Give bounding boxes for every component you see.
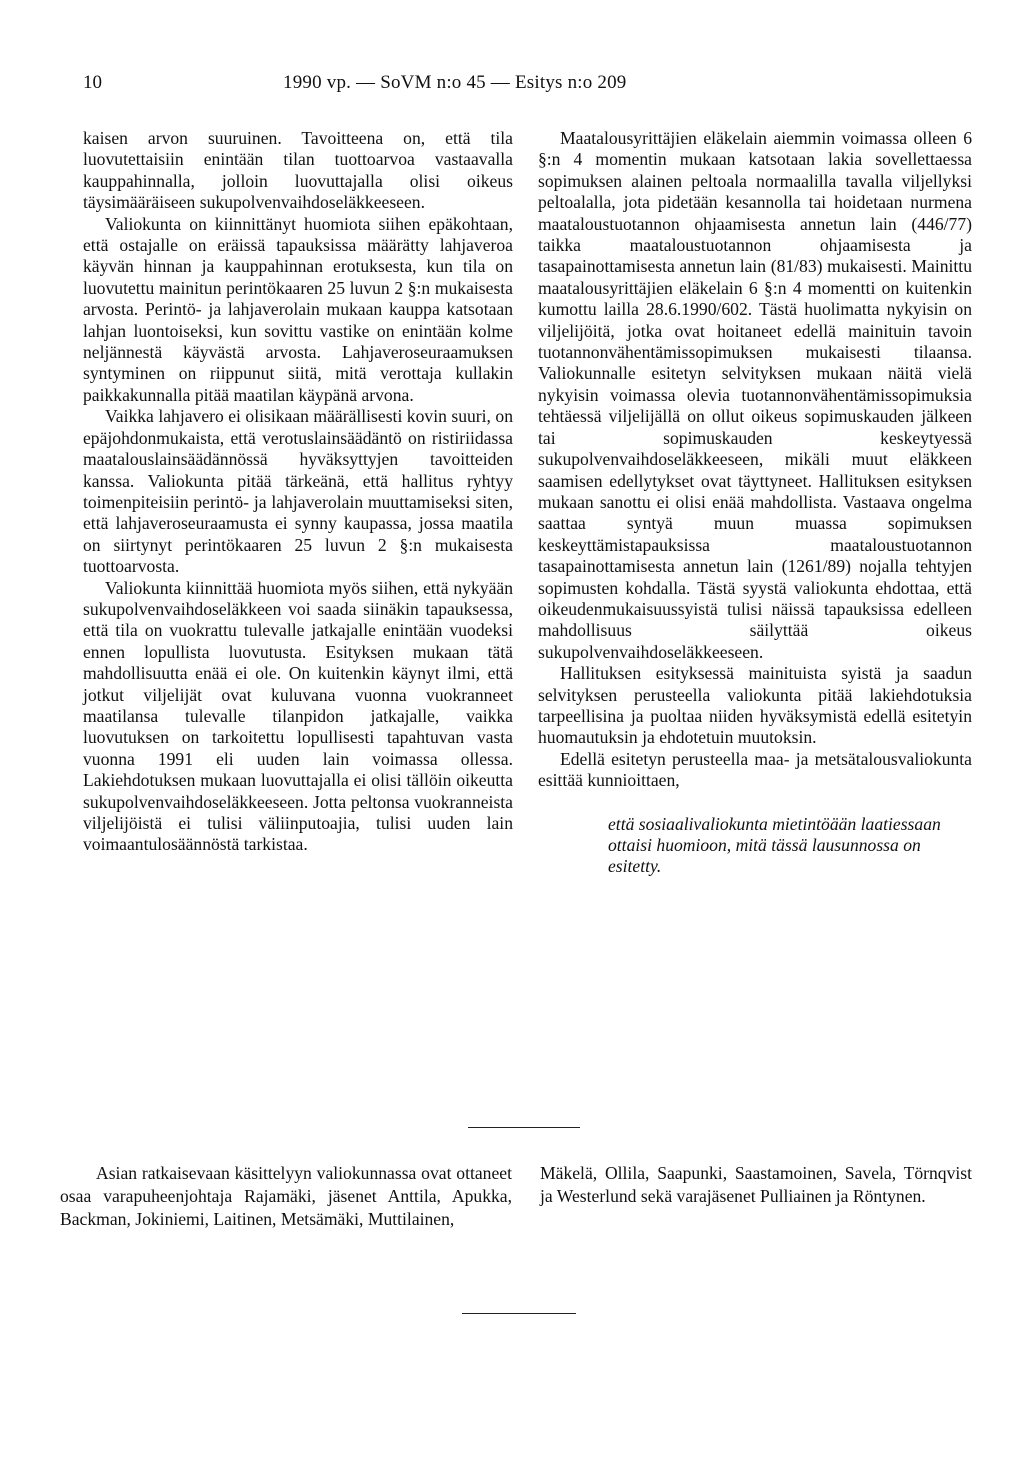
paragraph: Valiokunta kiinnittää huomiota myös siihen, että nykyään sukupolvenvaihdoseläkkeen voi saada siinäkin tapauksessa, että tila on vuokrattu tulevalle jatkajalle enintään vuodeksi ennen lopullista luovutusta. Esityksen mukaan tätä mahdollisuutta enää ei ole. On kuitenkin käynyt ilmi, että jotkut viljelijät ovat kuluvana vuonna vuokranneet maatilansa tulevalle tilanpidon jatkajalle, vaikka luovutuksen on tarkoitettu lopullisesti tapahtuvan vasta vuonna 1991 eli uuden lain voimassa ollessa. Lakiehdotuksen mukaan luovuttajalla ei olisi tällöin oikeutta sukupolvenvaihdoseläkkeeseen. Jotta peltonsa vuokranneista viljelijöistä ei tulisi väliinputoajia, tulisi uuden lain voimaantulosäännöstä tarkistaa.: [83, 577, 513, 855]
separator-rule: [468, 1127, 580, 1128]
paragraph: Hallituksen esityksessä mainituista syistä ja saadun selvityksen perusteella valiokunta pitää lakiehdotuksia tarpeellisina ja puoltaa niiden hyväksymistä edellä esitetyin huomautuksin ja ehdotetuin muutoksin.: [538, 663, 972, 748]
paragraph: Maatalousyrittäjien eläkelain aiemmin voimassa olleen 6 §:n 4 momentin mukaan katsotaan lakia sovellettaessa sopimuksen alainen peltoala normaalilla tavalla viljellyksi peltoalalla, jota pidetään kesannolla tai hoidetaan nurmena maataloustuotannon ohjaamisesta annetun lain (446/77) taikka maataloustuotannon ohjaamisesta ja tasapainottamisesta annetun lain (81/83) mukaisesti. Mainittu maatalousyrittäjien eläkelain 6 §:n 4 momentti on kuitenkin kumottu lailla 28.6.1990/602. Tästä huolimatta nykyisin on viljelijöitä, jotka ovat hoitaneet edellä mainituin tavoin tuotannonvähentämissopimuksen mukaisesti tilaansa. Valiokunnalle esitetyn selvityksen mukaan näitä vielä nykyisin voimassa olevia tuotannonvähentämissopimuksia tehtäessä viljelijällä on ollut oikeus sopimuskauden jälkeen tai sopimuskauden keskeytyessä sukupolvenvaihdoseläkkeeseen, mikäli muut eläkkeen saamisen edellytykset ovat täyttyneet. Hallituksen esityksen mukaan sanottu ei olisi enää mahdollista. Vastaava ongelma saattaa syntyä muun muassa sopimuksen keskeyttämistapauksissa maataloustuotannon tasapainottamisesta annetun lain (1261/89) nojalla tehtyjen sopimusten kohdalla. Tästä syystä valiokunta ehdottaa, että oikeudenmukaisuussyistä tulisi näissä tapauksissa edelleen mahdollisuus säilyttää oikeus sukupolvenvaihdoseläkkeeseen.: [538, 128, 972, 662]
members-text: Asian ratkaisevaan käsittelyyn valiokunnassa ovat ottaneet osaa varapuheenjohtaja Rajamäki, jäsenet Anttila, Apukka, Backman, Jokiniemi, Laitinen, Metsämäki, Muttilainen,: [60, 1163, 512, 1229]
paragraph: Vaikka lahjavero ei olisikaan määrällisesti kovin suuri, on epäjohdonmukaista, että verotuslainsäädäntö on ristiriidassa maatalouslainsäädännössä hyväksyttyjen tavoitteiden kanssa. Valiokunta pitää tärkeänä, että hallitus ryhtyy toimenpiteisiin perintö- ja lahjaverolain muuttamiseksi siten, että lahjaveroseuraamusta ei synny kaupassa, jossa maatila on siirtynyt perintökaaren 25 luvun 2 §:n mukaisesta tuottoarvosta.: [83, 406, 513, 577]
paragraph: Valiokunta on kiinnittänyt huomiota siihen epäkohtaan, että ostajalle on eräissä tapauksissa määrätty lahjaveroa käyvän hinnan ja kauppahinnan erotuksesta, kun tila on luovutettu mainitun perintökaaren 25 luvun 2 §:n mukaisesta arvosta. Perintö- ja lahjaverolain mukaan kauppa katsotaan lahjan luontoiseksi, kun sovittu vastike on enintään kolme neljännestä käyvästä arvosta. Lahjaveroseuraamuksen syntyminen on riippunut siitä, mitä verottaja kullakin paikkakunnalla pitää maatilan käypänä arvona.: [83, 213, 513, 405]
members-text: Mäkelä, Ollila, Saapunki, Saastamoinen, Savela, Törnqvist ja Westerlund sekä varajäsenet Pulliainen ja Röntynen.: [540, 1163, 972, 1206]
paragraph: kaisen arvon suuruinen. Tavoitteena on, että tila luovutettaisiin enintään tilan tuottoarvoa vastaavalla kauppahinnalla, jolloin luovuttajalla olisi oikeus täysimääräiseen sukupolvenvaihdoseläkkeeseen.: [83, 128, 513, 213]
separator-rule: [462, 1313, 576, 1314]
running-head: 1990 vp. — SoVM n:o 45 — Esitys n:o 209: [283, 72, 627, 93]
left-column: [83, 128, 513, 856]
closing-statement: että sosiaalivaliokunta mietintöään laatiessaan ottaisi huomioon, mitä tässä lausunnossa on esitetty.: [608, 813, 941, 877]
page-number: 10: [83, 72, 102, 93]
paragraph: Edellä esitetyn perusteella maa- ja metsätalousvaliokunta esittää kunnioittaen,: [538, 748, 972, 791]
right-column: [538, 128, 972, 878]
page-header: [83, 72, 943, 96]
members-right: [540, 1162, 972, 1208]
members-left: [60, 1162, 512, 1231]
